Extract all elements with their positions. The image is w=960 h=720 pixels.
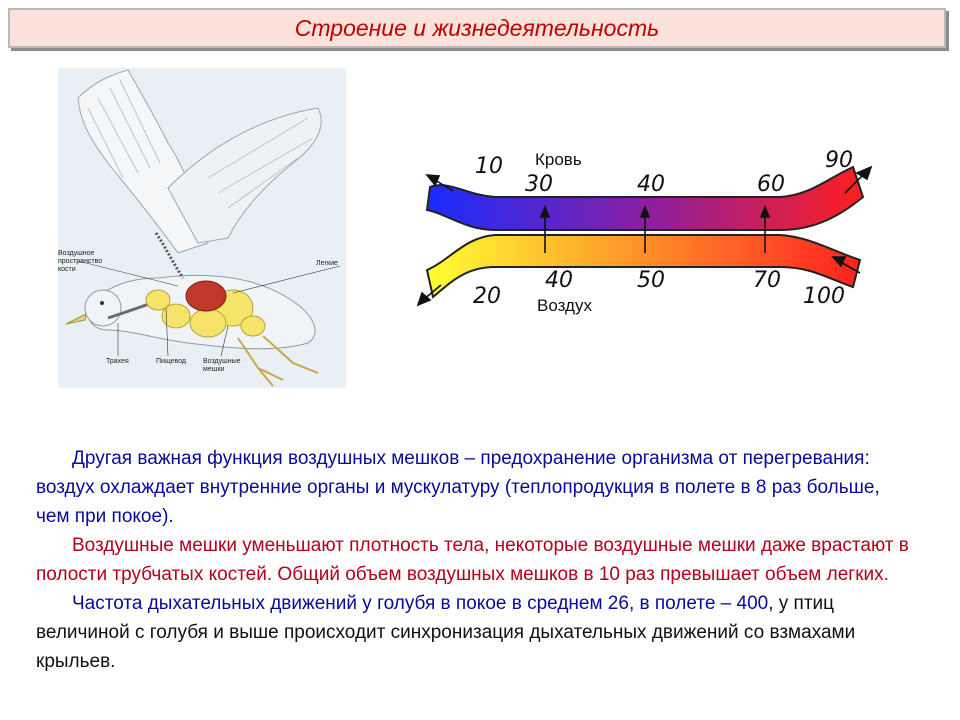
countercurrent-exchange-diagram: [405, 135, 875, 335]
air-label: Воздух: [537, 296, 592, 315]
label-esophagus: Пищевод: [156, 358, 186, 365]
air-value-100: 100: [803, 284, 845, 309]
air-value-70: 70: [753, 268, 781, 293]
paragraph-breathing-rate-part1: Частота дыхательных движений у голубя в покое в среднем 26, в полете – 400: [72, 593, 769, 614]
label-trachea: Трахея: [106, 358, 129, 365]
paragraph-breathing-rate-part2: , у птиц величиной с голубя и выше происходит синхронизация дыхательных движений со взмахами крыльев.: [36, 593, 856, 672]
bird-anatomy-illustration: [58, 68, 346, 388]
blood-value-60: 60: [757, 172, 785, 197]
label-air-sacs: Воздушные мешки: [203, 358, 241, 373]
blood-label: Кровь: [535, 150, 582, 169]
blood-value-90: 90: [825, 148, 853, 173]
paragraph-overheating: Другая важная функция воздушных мешков – предохранение организма от перегревания: воздух охлаждает внутренние органы и мускулатуру (теплопродукция в полете в 8 раз больше, чем при покое).: [36, 448, 880, 527]
air-value-40: 40: [545, 268, 573, 293]
body-text: [36, 444, 916, 676]
slide-title-bar: [8, 8, 946, 48]
paragraph-breathing-rate: [36, 589, 916, 676]
blood-value-10: 10: [475, 154, 503, 179]
blood-value-40: 40: [637, 172, 665, 197]
paragraph-density: Воздушные мешки уменьшают плотность тела, некоторые воздушные мешки даже врастают в полости трубчатых костей. Общий объем воздушных мешков в 10 раз превышает объем легких.: [36, 535, 909, 585]
blood-value-30: 30: [525, 172, 553, 197]
air-value-50: 50: [637, 268, 665, 293]
label-lungs: Легкие: [316, 260, 338, 267]
bird-drawing: [58, 68, 346, 388]
air-value-20: 20: [473, 284, 501, 309]
label-air-space: Воздушное пространство кости: [58, 250, 103, 273]
slide-title: Строение и жизнедеятельность: [294, 14, 660, 41]
